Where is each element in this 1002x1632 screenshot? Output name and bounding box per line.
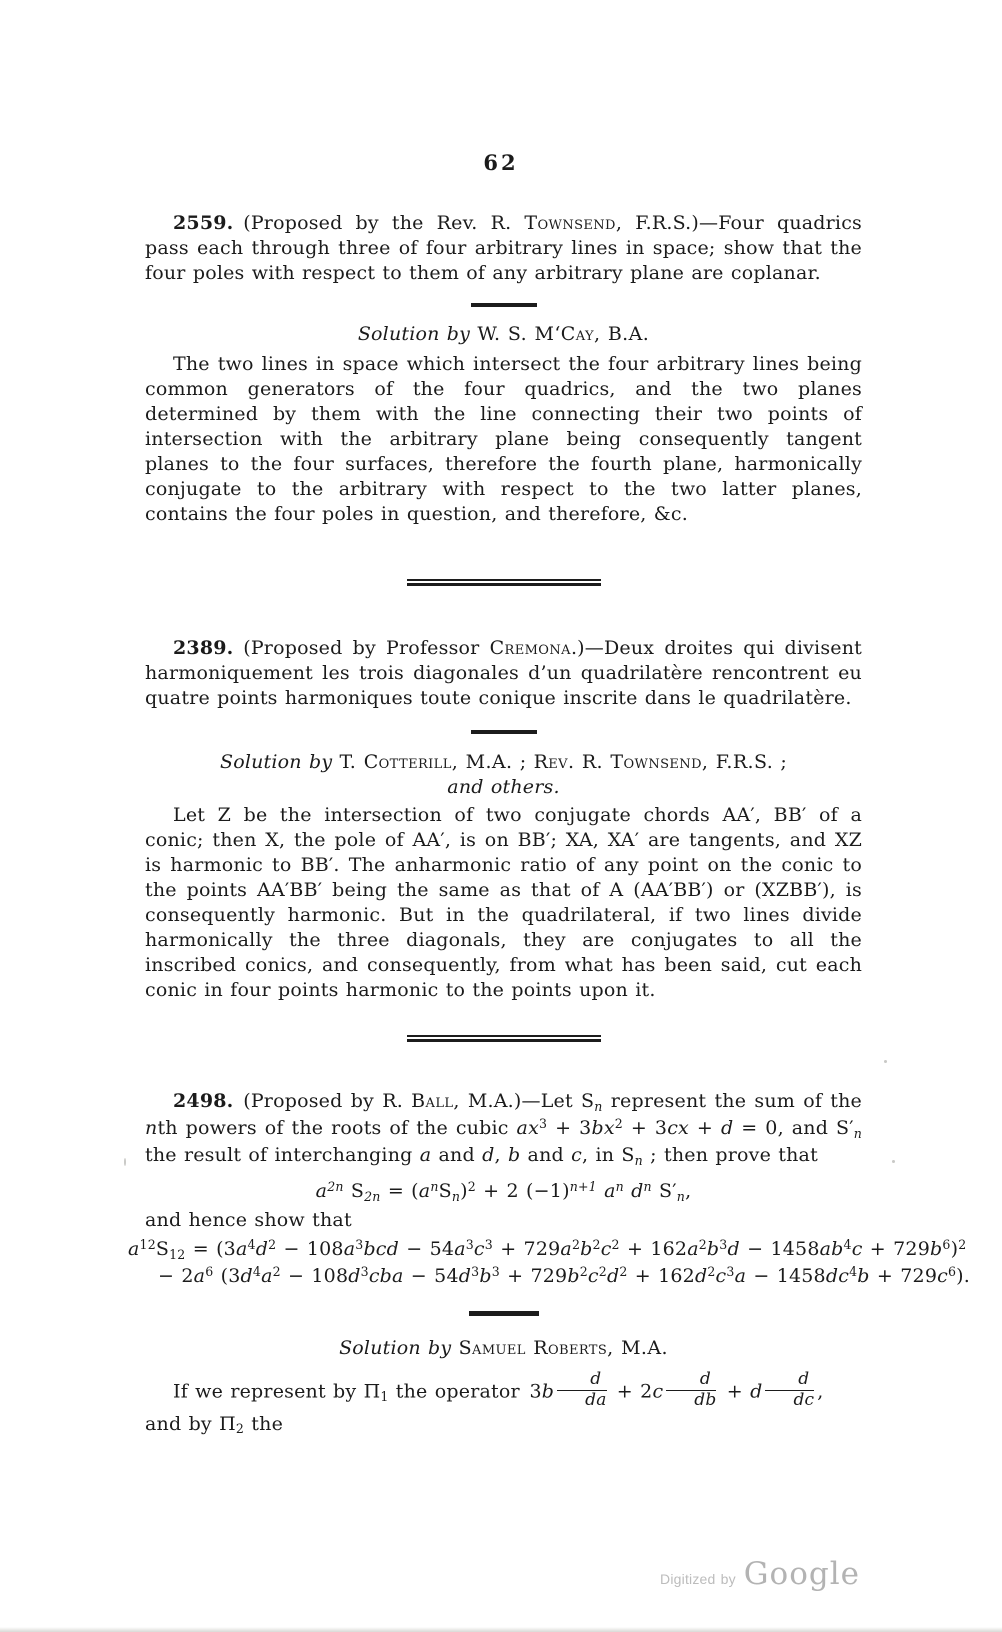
scan-speck bbox=[124, 1158, 126, 1166]
section-divider-1 bbox=[407, 579, 601, 586]
problem-2498-statement: 2498. (Proposed by R. Ball, M.A.)—Let $S_n$ represent the sum of the nth powers of the roots of the cubic $ax^3 + 3bx^2 + 3cx + d = 0$, and $S'_n$ the result of interchanging a and d, b and c, in $S_n$ ; then prove that bbox=[145, 1090, 862, 1168]
solution-body-2498: If we represent by $\Pi_1$ the operator 3b $\frac{d}{da}$ + 2c $\frac{d}{db}$ + d $\frac{d}{dc}$ , and by $\Pi_2$ the bbox=[145, 1369, 834, 1437]
page-number: 62 bbox=[483, 150, 519, 175]
solution-body-2389: Let Z be the intersection of two conjugate chords AA′, BB′ of a conic; then X, the pole of AA′, is on BB′; XA, XA′ are tangents, and XZ is harmonic to BB′. The anharmonic ratio of any point on the conic to the points AA′BB′ being the same as that of A (AA′BB′) or (XZBB′), is consequently harmonic. But in the quadrilateral, if two lines divide harmonically the three diagonals, they are conjugates to all the inscribed conics, and consequently, from what has been said, cut each conic in four points harmonic to the points upon it. bbox=[145, 804, 862, 1001]
solution-heading-2559: Solution by W. S. M‘Cay, B.A. bbox=[357, 323, 650, 345]
solution-rule-2559 bbox=[471, 303, 537, 307]
formula-main: $a^{2n}$ $S_{2n} = (a^nS_n)^2 + 2$ $(-1)^{n+1}$ $a^n$ $d^n$ $S'_n$, bbox=[315, 1179, 692, 1204]
problem-2559-statement: 2559. (Proposed by the Rev. R. Townsend, F.R.S.)—Four quadrics pass each through three of four arbitrary lines in space; show that the four poles with respect to them of any arbitrary plane are coplanar. bbox=[145, 212, 862, 284]
solution-heading-2498: Solution by Samuel Roberts, M.A. bbox=[339, 1337, 668, 1359]
google-logo: Google bbox=[743, 1556, 860, 1592]
problem-2498 bbox=[128, 1088, 970, 1437]
problem-2389-statement: 2389. (Proposed by Professor Cremona.)—Deux droites qui divisent harmoniquement les trois diagonales d’un quadrilatère rencontrent eu quatre points harmoniques toute conique inscrite dans le quadrilatère. bbox=[145, 637, 862, 709]
solution-heading-2389-line2: and others. bbox=[447, 776, 560, 798]
problem-2559 bbox=[145, 211, 862, 527]
solution-rule-2498 bbox=[469, 1311, 539, 1316]
text-block bbox=[128, 211, 970, 1437]
solution-rule-2389 bbox=[471, 730, 537, 734]
hence-text: and hence show that bbox=[145, 1209, 352, 1231]
solution-heading-2389-line1: Solution by T. Cotterill, M.A. ; Rev. R. Townsend, F.R.S. ; bbox=[219, 751, 787, 773]
formula-expanded-line-2: − $2a^6$ $(3d^4a^2 - 108d^3cba - 54d^3b^3 + 729b^2c^2d^2 + 162d^2c^3a - 1458dc^4b + 729c^6)$. bbox=[158, 1264, 970, 1287]
problem-2389 bbox=[145, 636, 862, 1003]
scan-speck bbox=[892, 1160, 895, 1163]
solution-body-2559: The two lines in space which intersect the four arbitrary lines being common generators of the four quadrics, and the two planes determined by them with the line connecting their two points of intersection with the arbitrary plane being consequently tangent planes to the four surfaces, therefore the fourth plane, harmonically conjugate to the arbitrary with respect to the two latter planes, contains the four poles in question, and therefore, &c. bbox=[145, 353, 862, 525]
watermark-prefix: Digitized by bbox=[660, 1571, 736, 1587]
watermark bbox=[660, 1556, 860, 1592]
section-divider-2 bbox=[407, 1035, 601, 1042]
scan-speck bbox=[884, 1060, 887, 1063]
formula-expanded-line-1: $a^{12}S_{12} = (3a^4d^2 - 108a^3bcd - 54a^3c^3 + 729a^2b^2c^2 + 162a^2b^3d - 1458ab^4c + 729b^6)^2$ bbox=[128, 1237, 967, 1262]
scan-bottom-edge bbox=[0, 1627, 1002, 1632]
